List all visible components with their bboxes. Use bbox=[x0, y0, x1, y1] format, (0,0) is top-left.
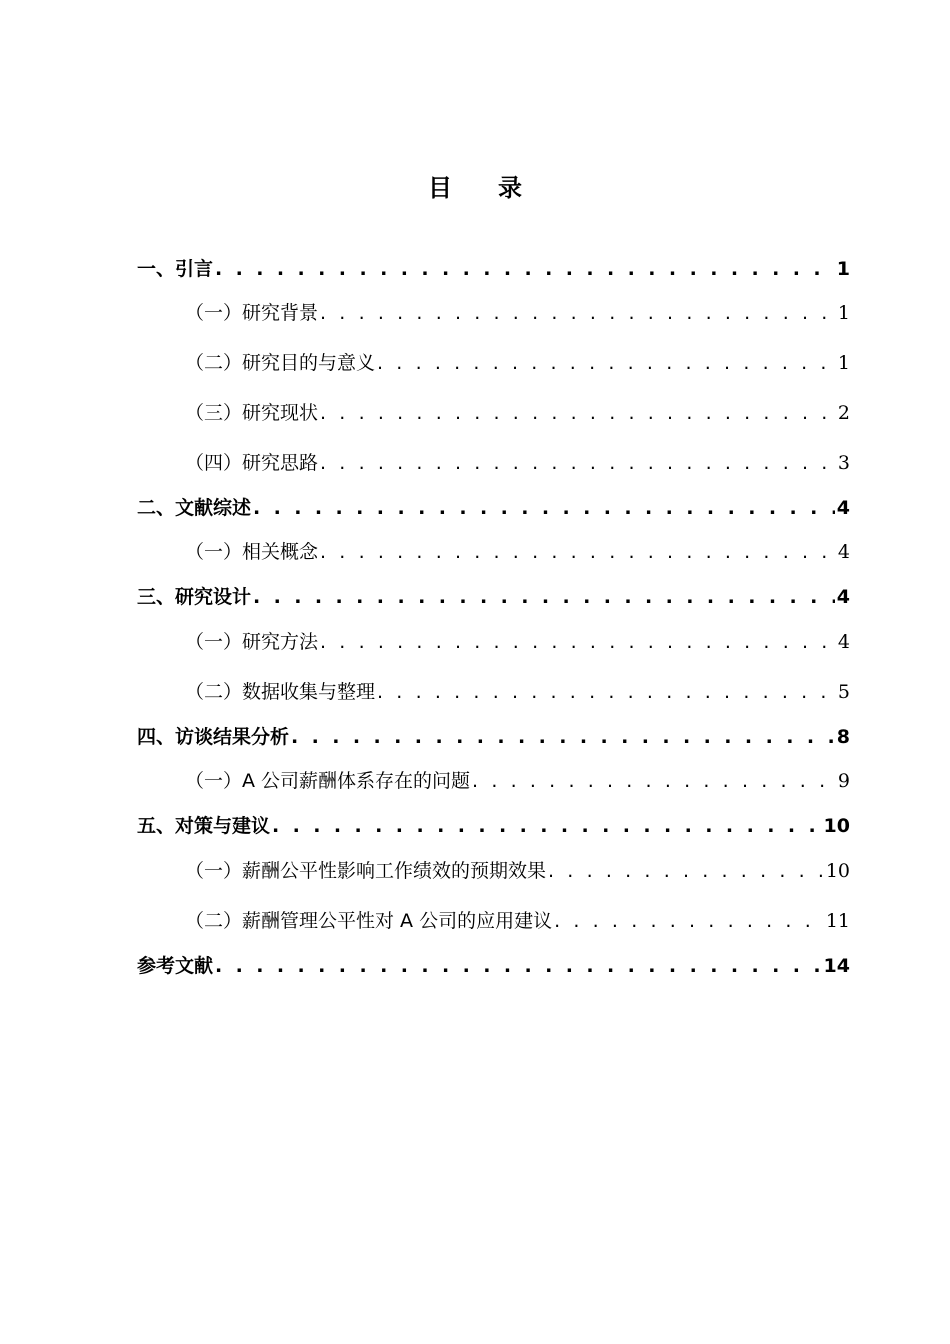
toc-entry-4-1[interactable] bbox=[137, 766, 850, 793]
toc-page-number: 4 bbox=[837, 541, 850, 563]
toc-entry-1-1[interactable] bbox=[137, 298, 850, 325]
toc-page-number: 10 bbox=[823, 815, 850, 837]
toc-entry-5[interactable] bbox=[137, 811, 850, 838]
toc-page-number: 2 bbox=[837, 402, 850, 424]
toc-entry-text: （四）研究思路 bbox=[185, 452, 319, 474]
toc-entry-1-3[interactable] bbox=[137, 398, 850, 425]
toc-entry-text: （一）研究背景 bbox=[185, 302, 319, 324]
title-char-1: 目 bbox=[428, 174, 452, 202]
toc-leader bbox=[272, 815, 822, 837]
toc-entry-text: 参考文献 bbox=[137, 955, 214, 977]
toc-leader bbox=[548, 860, 824, 882]
page-title bbox=[0, 168, 950, 203]
toc-page-number: 4 bbox=[836, 497, 850, 519]
toc-page-number: 1 bbox=[837, 302, 850, 324]
toc-page-number: 3 bbox=[837, 452, 850, 474]
toc-entry-text: 四、访谈结果分析 bbox=[137, 726, 290, 748]
toc-entry-text: 五、对策与建议 bbox=[137, 815, 271, 837]
toc-entry-text: （一）薪酬公平性影响工作绩效的预期效果 bbox=[185, 860, 547, 882]
toc-page-number: 8 bbox=[836, 726, 850, 748]
toc-page-number: 9 bbox=[837, 770, 850, 792]
toc-entry-references[interactable] bbox=[137, 951, 850, 978]
toc-leader bbox=[253, 497, 835, 519]
toc-leader bbox=[291, 726, 835, 748]
toc-leader bbox=[472, 770, 836, 792]
toc-page-number: 11 bbox=[825, 910, 850, 932]
toc-entry-text: 三、研究设计 bbox=[137, 586, 252, 608]
toc-entry-text: （二）薪酬管理公平性对 A 公司的应用建议 bbox=[185, 910, 553, 932]
toc-entry-text: 二、文献综述 bbox=[137, 497, 252, 519]
toc-entry-1-2[interactable] bbox=[137, 348, 850, 375]
toc-leader bbox=[554, 910, 824, 932]
toc-page-number: 1 bbox=[836, 258, 850, 280]
toc-leader bbox=[215, 258, 835, 280]
toc-entry-5-2[interactable] bbox=[137, 906, 850, 933]
toc-entry-3-2[interactable] bbox=[137, 677, 850, 704]
toc-leader bbox=[320, 452, 836, 474]
title-char-2: 录 bbox=[498, 174, 522, 202]
toc-page-number: 4 bbox=[836, 586, 850, 608]
toc-leader bbox=[215, 955, 822, 977]
toc-entry-text: （一）研究方法 bbox=[185, 631, 319, 653]
toc-leader bbox=[320, 302, 836, 324]
toc-entry-3[interactable] bbox=[137, 582, 850, 609]
toc-page-number: 10 bbox=[825, 860, 850, 882]
toc-entry-text: （二）数据收集与整理 bbox=[185, 681, 376, 703]
toc-page-number: 1 bbox=[837, 352, 850, 374]
toc-leader bbox=[320, 541, 836, 563]
toc-entry-text: （一）相关概念 bbox=[185, 541, 319, 563]
toc-leader bbox=[320, 402, 836, 424]
toc-entry-text: 一、引言 bbox=[137, 258, 214, 280]
toc-leader bbox=[377, 352, 836, 374]
toc-entry-text: （二）研究目的与意义 bbox=[185, 352, 376, 374]
toc-entry-1-4[interactable] bbox=[137, 448, 850, 475]
toc-entry-2[interactable] bbox=[137, 493, 850, 520]
toc-entry-2-1[interactable] bbox=[137, 537, 850, 564]
toc-entry-5-1[interactable] bbox=[137, 856, 850, 883]
toc-page-number: 5 bbox=[837, 681, 850, 703]
toc-entry-text: （三）研究现状 bbox=[185, 402, 319, 424]
toc-entry-4[interactable] bbox=[137, 722, 850, 749]
toc-entry-text: （一）A 公司薪酬体系存在的问题 bbox=[185, 770, 471, 792]
toc-page-number: 14 bbox=[823, 955, 850, 977]
toc-leader bbox=[377, 681, 836, 703]
toc-entry-3-1[interactable] bbox=[137, 627, 850, 654]
toc-entry-1[interactable] bbox=[137, 254, 850, 281]
toc-leader bbox=[320, 631, 836, 653]
toc-page-number: 4 bbox=[837, 631, 850, 653]
toc-leader bbox=[253, 586, 835, 608]
